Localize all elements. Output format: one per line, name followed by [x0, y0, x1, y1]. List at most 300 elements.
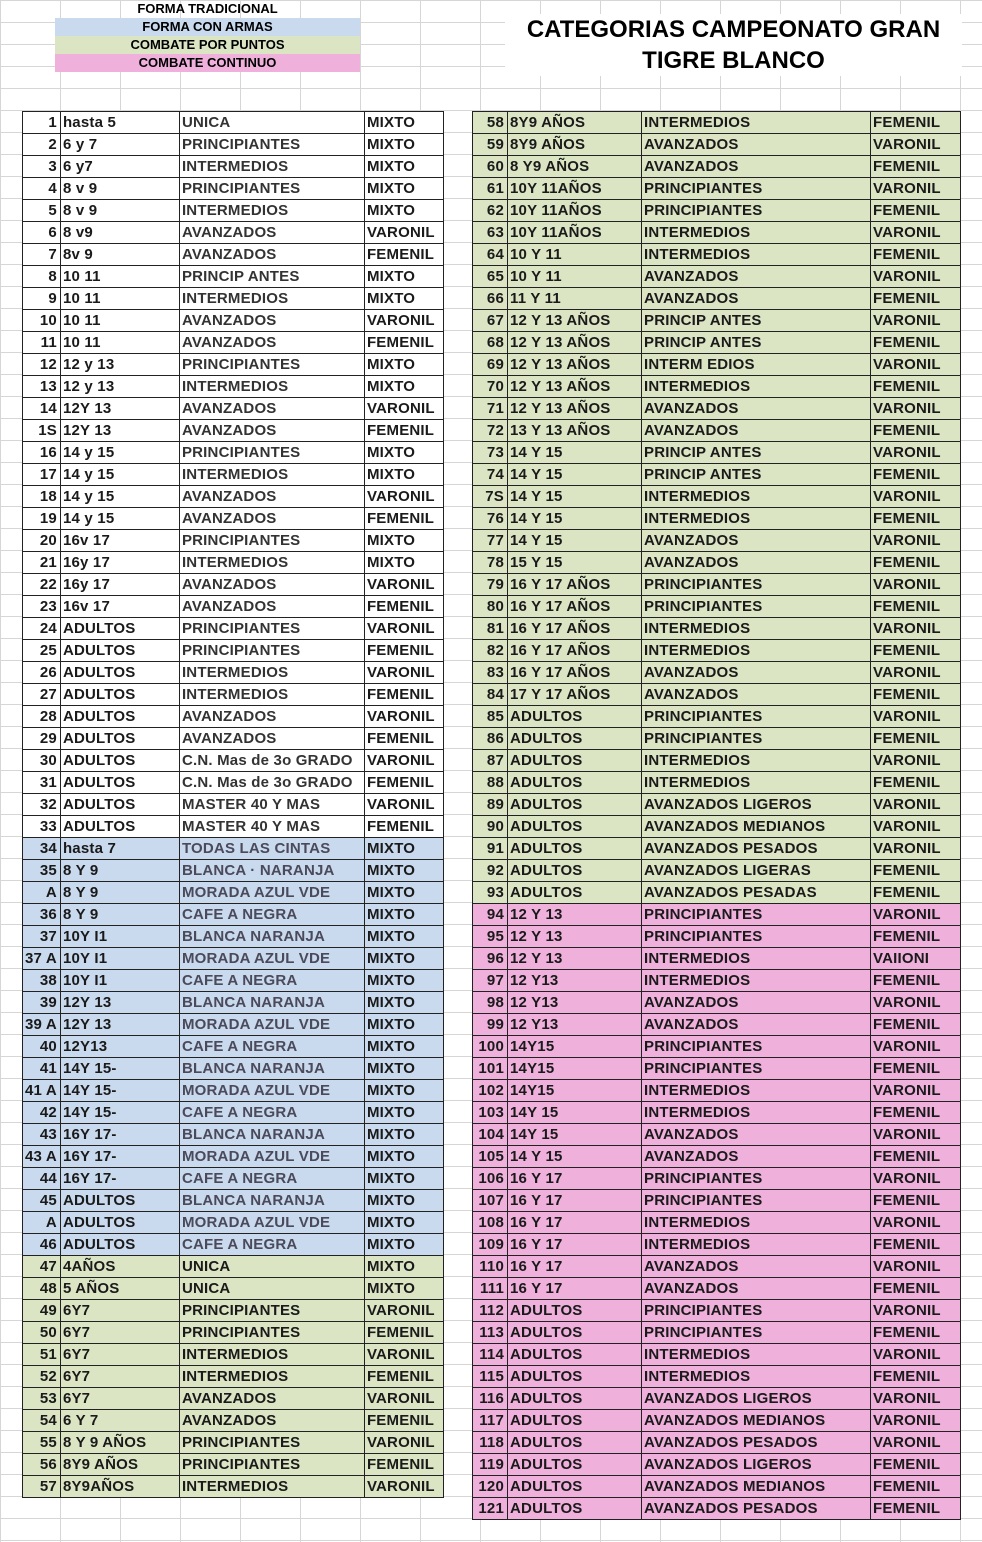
category-cell: AVANZADOS — [642, 156, 871, 178]
category-cell: PRINCIPIANTES — [179, 618, 364, 640]
age-group-cell: 10Y 11AÑOS — [508, 178, 642, 200]
category-cell: PRINCIPIANTES — [642, 1322, 871, 1344]
row-number-cell: 118 — [473, 1432, 508, 1454]
table-row — [473, 1476, 961, 1498]
gender-cell: FEMENIL — [871, 156, 961, 178]
gender-cell: VARONIL — [871, 1080, 961, 1102]
gender-cell: VARONIL — [871, 1410, 961, 1432]
gender-cell: FEMENIL — [871, 860, 961, 882]
age-group-cell: ADULTOS — [60, 1212, 179, 1234]
age-group-cell: 8v 9 — [60, 244, 179, 266]
gender-cell: FEMENIL — [871, 288, 961, 310]
category-cell: PRINCIP ANTES — [642, 442, 871, 464]
gender-cell: VARONIL — [364, 1300, 443, 1322]
row-number-cell: 73 — [473, 442, 508, 464]
age-group-cell: 12 Y 13 — [508, 904, 642, 926]
table-row — [23, 1256, 444, 1278]
age-group-cell: 8 Y 9 — [60, 882, 179, 904]
row-number-cell: 18 — [23, 486, 61, 508]
category-cell: AVANZADOS — [179, 420, 364, 442]
age-group-cell: ADULTOS — [60, 728, 179, 750]
table-row — [23, 1432, 444, 1454]
age-group-cell: 6Y7 — [60, 1300, 179, 1322]
row-number-cell: 64 — [473, 244, 508, 266]
category-cell: PRINCIPIANTES — [179, 134, 364, 156]
row-number-cell: 85 — [473, 706, 508, 728]
category-cell: AVANZADOS — [179, 244, 364, 266]
row-number-cell: 47 — [23, 1256, 61, 1278]
gender-cell: VARONIL — [871, 486, 961, 508]
row-number-cell: 49 — [23, 1300, 61, 1322]
table-row — [23, 1014, 444, 1036]
category-cell: AVANZADOS MEDIANOS — [642, 816, 871, 838]
age-group-cell: 8 Y9 AÑOS — [508, 156, 642, 178]
category-cell: PRINCIPIANTES — [179, 1454, 364, 1476]
table-row — [473, 1300, 961, 1322]
category-cell: PRINCIPIANTES — [179, 178, 364, 200]
category-cell: INTERMEDIOS — [642, 948, 871, 970]
category-cell: INTERMEDIOS — [179, 1344, 364, 1366]
table-row — [23, 1058, 444, 1080]
row-number-cell: 7 — [23, 244, 61, 266]
table-row — [23, 552, 444, 574]
age-group-cell: ADULTOS — [60, 1190, 179, 1212]
category-cell: PRINCIPIANTES — [642, 1058, 871, 1080]
table-row — [473, 706, 961, 728]
age-group-cell: ADULTOS — [60, 772, 179, 794]
gender-cell: VARONIL — [364, 618, 443, 640]
category-cell: AVANZADOS PESADAS — [642, 882, 871, 904]
age-group-cell: 14 Y 15 — [508, 530, 642, 552]
row-number-cell: 22 — [23, 574, 61, 596]
category-cell: AVANZADOS PESADOS — [642, 838, 871, 860]
table-row — [23, 464, 444, 486]
table-row — [473, 1432, 961, 1454]
row-number-cell: 44 — [23, 1168, 61, 1190]
age-group-cell: 14Y 15- — [60, 1102, 179, 1124]
category-cell: PRINCIPIANTES — [642, 1300, 871, 1322]
category-cell: INTERMEDIOS — [642, 618, 871, 640]
row-number-cell: 50 — [23, 1322, 61, 1344]
gender-cell: FEMENIL — [871, 1454, 961, 1476]
age-group-cell: 14 y 15 — [60, 464, 179, 486]
gender-cell: FEMENIL — [871, 244, 961, 266]
age-group-cell: 14 y 15 — [60, 486, 179, 508]
table-row — [23, 1344, 444, 1366]
row-number-cell: 88 — [473, 772, 508, 794]
category-cell: AVANZADOS — [179, 706, 364, 728]
table-row — [23, 1234, 444, 1256]
age-group-cell: ADULTOS — [508, 706, 642, 728]
age-group-cell: 16 Y 17 — [508, 1256, 642, 1278]
category-cell: PRINCIP ANTES — [179, 266, 364, 288]
categories-table-left — [22, 111, 444, 1498]
age-group-cell: 16 Y 17 — [508, 1234, 642, 1256]
gender-cell: MIXTO — [364, 1168, 443, 1190]
row-number-cell: 37 A — [23, 948, 61, 970]
gender-cell: MIXTO — [364, 178, 443, 200]
table-row — [23, 200, 444, 222]
row-number-cell: 9 — [23, 288, 61, 310]
gender-cell: VARONIL — [871, 1256, 961, 1278]
category-cell: INTERMEDIOS — [179, 156, 364, 178]
age-group-cell: hasta 7 — [60, 838, 179, 860]
age-group-cell: 14 Y 15 — [508, 1146, 642, 1168]
age-group-cell: ADULTOS — [508, 1322, 642, 1344]
age-group-cell: 17 Y 17 AÑOS — [508, 684, 642, 706]
gender-cell: VAIIONI — [871, 948, 961, 970]
age-group-cell: 16y 17 — [60, 552, 179, 574]
age-group-cell: 12 Y 13 AÑOS — [508, 354, 642, 376]
row-number-cell: 67 — [473, 310, 508, 332]
age-group-cell: 12 y 13 — [60, 354, 179, 376]
gender-cell: MIXTO — [364, 1212, 443, 1234]
gender-cell: FEMENIL — [364, 772, 443, 794]
table-row — [473, 618, 961, 640]
age-group-cell: 16 Y 17 — [508, 1278, 642, 1300]
gender-cell: VARONIL — [871, 1388, 961, 1410]
gender-cell: MIXTO — [364, 838, 443, 860]
table-row — [23, 1212, 444, 1234]
age-group-cell: 15 Y 15 — [508, 552, 642, 574]
table-row — [473, 464, 961, 486]
category-cell: PRINCIP ANTES — [642, 310, 871, 332]
gender-cell: MIXTO — [364, 882, 443, 904]
age-group-cell: 14Y15 — [508, 1080, 642, 1102]
table-row — [473, 1124, 961, 1146]
gender-cell: MIXTO — [364, 1080, 443, 1102]
table-row — [23, 288, 444, 310]
table-row — [473, 420, 961, 442]
age-group-cell: 10Y I1 — [60, 948, 179, 970]
age-group-cell: ADULTOS — [508, 838, 642, 860]
row-number-cell: 74 — [473, 464, 508, 486]
row-number-cell: 65 — [473, 266, 508, 288]
row-number-cell: 106 — [473, 1168, 508, 1190]
gender-cell: VARONIL — [871, 618, 961, 640]
row-number-cell: 117 — [473, 1410, 508, 1432]
age-group-cell: 6 Y 7 — [60, 1410, 179, 1432]
gender-cell: MIXTO — [364, 1278, 443, 1300]
gender-cell: FEMENIL — [871, 464, 961, 486]
category-cell: INTERMEDIOS — [642, 1212, 871, 1234]
gender-cell: VARONIL — [364, 398, 443, 420]
table-row — [23, 1190, 444, 1212]
categories-table-right — [472, 111, 961, 1520]
category-cell: AVANZADOS — [642, 1124, 871, 1146]
row-number-cell: 95 — [473, 926, 508, 948]
table-row — [473, 684, 961, 706]
table-row — [473, 860, 961, 882]
age-group-cell: 14Y15 — [508, 1036, 642, 1058]
age-group-cell: ADULTOS — [508, 1410, 642, 1432]
row-number-cell: 35 — [23, 860, 61, 882]
table-row — [473, 442, 961, 464]
category-cell: AVANZADOS PESADOS — [642, 1498, 871, 1520]
row-number-cell: 37 — [23, 926, 61, 948]
age-group-cell: ADULTOS — [60, 794, 179, 816]
age-group-cell: 10Y I1 — [60, 970, 179, 992]
category-cell: AVANZADOS — [642, 1146, 871, 1168]
age-group-cell: 12 Y 13 AÑOS — [508, 332, 642, 354]
category-cell: AVANZADOS — [642, 134, 871, 156]
row-number-cell: 79 — [473, 574, 508, 596]
gender-cell: FEMENIL — [871, 1366, 961, 1388]
row-number-cell: 107 — [473, 1190, 508, 1212]
age-group-cell: 14Y 15 — [508, 1102, 642, 1124]
age-group-cell: 12 Y13 — [508, 970, 642, 992]
row-number-cell: 25 — [23, 640, 61, 662]
category-cell: AVANZADOS — [642, 288, 871, 310]
table-row — [473, 1058, 961, 1080]
row-number-cell: 30 — [23, 750, 61, 772]
gender-cell: VARONIL — [871, 904, 961, 926]
age-group-cell: 14 Y 15 — [508, 486, 642, 508]
row-number-cell: 19 — [23, 508, 61, 530]
row-number-cell: 28 — [23, 706, 61, 728]
gender-cell: MIXTO — [364, 464, 443, 486]
table-row — [473, 750, 961, 772]
row-number-cell: 43 — [23, 1124, 61, 1146]
table-row — [473, 970, 961, 992]
gender-cell: VARONIL — [871, 1432, 961, 1454]
age-group-cell: ADULTOS — [508, 728, 642, 750]
row-number-cell: 62 — [473, 200, 508, 222]
category-cell: INTERMEDIOS — [642, 1080, 871, 1102]
gender-cell: FEMENIL — [871, 882, 961, 904]
age-group-cell: 12Y13 — [60, 1036, 179, 1058]
row-number-cell: 51 — [23, 1344, 61, 1366]
category-cell: AVANZADOS — [642, 398, 871, 420]
row-number-cell: 109 — [473, 1234, 508, 1256]
gender-cell: VARONIL — [364, 1388, 443, 1410]
row-number-cell: 71 — [473, 398, 508, 420]
category-cell: PRINCIPIANTES — [642, 574, 871, 596]
gender-cell: FEMENIL — [364, 640, 443, 662]
table-row — [23, 1322, 444, 1344]
row-number-cell: 43 A — [23, 1146, 61, 1168]
row-number-cell: 55 — [23, 1432, 61, 1454]
category-cell: CAFE A NEGRA — [179, 1234, 364, 1256]
age-group-cell: 12Y 13 — [60, 398, 179, 420]
category-cell: INTERMEDIOS — [642, 772, 871, 794]
row-number-cell: 114 — [473, 1344, 508, 1366]
category-cell: INTERMEDIOS — [642, 508, 871, 530]
gender-cell: VARONIL — [871, 706, 961, 728]
age-group-cell: 14Y15 — [508, 1058, 642, 1080]
category-cell: PRINCIPIANTES — [642, 728, 871, 750]
table-row — [23, 134, 444, 156]
row-number-cell: 11 — [23, 332, 61, 354]
table-row — [23, 420, 444, 442]
age-group-cell: hasta 5 — [60, 112, 179, 134]
row-number-cell: A — [23, 882, 61, 904]
row-number-cell: 82 — [473, 640, 508, 662]
table-row — [473, 244, 961, 266]
row-number-cell: 2 — [23, 134, 61, 156]
gender-cell: VARONIL — [871, 266, 961, 288]
table-row — [473, 200, 961, 222]
category-cell: INTERMEDIOS — [642, 750, 871, 772]
category-cell: BLANCA NARANJA — [179, 1190, 364, 1212]
gender-cell: FEMENIL — [871, 1476, 961, 1498]
category-cell: AVANZADOS — [642, 662, 871, 684]
age-group-cell: 4AÑOS — [60, 1256, 179, 1278]
row-number-cell: 39 A — [23, 1014, 61, 1036]
row-number-cell: 105 — [473, 1146, 508, 1168]
age-group-cell: ADULTOS — [508, 1344, 642, 1366]
row-number-cell: 7S — [473, 486, 508, 508]
row-number-cell: 58 — [473, 112, 508, 134]
age-group-cell: 12Y 13 — [60, 1014, 179, 1036]
gender-cell: FEMENIL — [871, 1014, 961, 1036]
category-cell: PRINCIPIANTES — [642, 178, 871, 200]
table-row — [473, 1454, 961, 1476]
gender-cell: FEMENIL — [871, 772, 961, 794]
age-group-cell: 6Y7 — [60, 1388, 179, 1410]
age-group-cell: 10 11 — [60, 310, 179, 332]
gender-cell: VARONIL — [871, 222, 961, 244]
gender-cell: FEMENIL — [871, 970, 961, 992]
gender-cell: VARONIL — [364, 1476, 443, 1498]
category-cell: UNICA — [179, 1278, 364, 1300]
table-row — [473, 552, 961, 574]
row-number-cell: 66 — [473, 288, 508, 310]
table-row — [473, 288, 961, 310]
category-cell: MORADA AZUL VDE — [179, 948, 364, 970]
age-group-cell: ADULTOS — [60, 816, 179, 838]
gender-cell: MIXTO — [364, 970, 443, 992]
legend-combate-continuo: COMBATE CONTINUO — [55, 54, 360, 72]
table-row — [23, 376, 444, 398]
row-number-cell: 26 — [23, 662, 61, 684]
category-cell: AVANZADOS MEDIANOS — [642, 1476, 871, 1498]
gender-cell: MIXTO — [364, 904, 443, 926]
gender-cell: MIXTO — [364, 1036, 443, 1058]
category-cell: MORADA AZUL VDE — [179, 1212, 364, 1234]
gender-cell: MIXTO — [364, 948, 443, 970]
age-group-cell: ADULTOS — [508, 1454, 642, 1476]
row-number-cell: 6 — [23, 222, 61, 244]
age-group-cell: 16 Y 17 AÑOS — [508, 596, 642, 618]
gender-cell: FEMENIL — [871, 926, 961, 948]
row-number-cell: 61 — [473, 178, 508, 200]
row-number-cell: 113 — [473, 1322, 508, 1344]
gender-cell: FEMENIL — [364, 420, 443, 442]
table-row — [23, 1102, 444, 1124]
category-cell: AVANZADOS LIGEROS — [642, 1388, 871, 1410]
table-row — [473, 156, 961, 178]
category-cell: INTERM EDIOS — [642, 354, 871, 376]
row-number-cell: 16 — [23, 442, 61, 464]
row-number-cell: 80 — [473, 596, 508, 618]
gender-cell: FEMENIL — [871, 1190, 961, 1212]
age-group-cell: 8Y9AÑOS — [60, 1476, 179, 1498]
category-cell: AVANZADOS — [642, 552, 871, 574]
age-group-cell: 16 Y 17 AÑOS — [508, 574, 642, 596]
gender-cell: VARONIL — [364, 662, 443, 684]
table-row — [23, 1454, 444, 1476]
table-row — [473, 178, 961, 200]
table-row — [23, 1476, 444, 1498]
table-row — [473, 332, 961, 354]
age-group-cell: 5 AÑOS — [60, 1278, 179, 1300]
age-group-cell: 12 Y13 — [508, 992, 642, 1014]
age-group-cell: 6Y7 — [60, 1344, 179, 1366]
row-number-cell: 29 — [23, 728, 61, 750]
row-number-cell: 119 — [473, 1454, 508, 1476]
category-cell: INTERMEDIOS — [642, 640, 871, 662]
age-group-cell: 10 11 — [60, 332, 179, 354]
gender-cell: FEMENIL — [364, 1410, 443, 1432]
age-group-cell: 14Y 15- — [60, 1058, 179, 1080]
age-group-cell: 12 Y 13 AÑOS — [508, 376, 642, 398]
row-number-cell: 38 — [23, 970, 61, 992]
gender-cell: VARONIL — [871, 838, 961, 860]
category-cell: AVANZADOS — [179, 222, 364, 244]
table-row — [23, 530, 444, 552]
age-group-cell: ADULTOS — [60, 706, 179, 728]
table-row — [23, 1168, 444, 1190]
row-number-cell: 8 — [23, 266, 61, 288]
gender-cell: FEMENIL — [871, 376, 961, 398]
row-number-cell: 4 — [23, 178, 61, 200]
table-row — [23, 1080, 444, 1102]
age-group-cell: 8Y9 AÑOS — [508, 134, 642, 156]
row-number-cell: 91 — [473, 838, 508, 860]
age-group-cell: 14 Y 15 — [508, 464, 642, 486]
category-cell: INTERMEDIOS — [179, 552, 364, 574]
category-cell: INTERMEDIOS — [179, 200, 364, 222]
category-cell: AVANZADOS LIGERAS — [642, 860, 871, 882]
table-row — [23, 1366, 444, 1388]
gender-cell: FEMENIL — [364, 684, 443, 706]
category-cell: AVANZADOS — [642, 992, 871, 1014]
age-group-cell: 16Y 17- — [60, 1168, 179, 1190]
row-number-cell: 5 — [23, 200, 61, 222]
age-group-cell: 11 Y 11 — [508, 288, 642, 310]
category-cell: PRINCIPIANTES — [642, 1190, 871, 1212]
row-number-cell: 24 — [23, 618, 61, 640]
table-row — [23, 222, 444, 244]
age-group-cell: 8Y9 AÑOS — [60, 1454, 179, 1476]
table-row — [473, 992, 961, 1014]
table-row — [473, 816, 961, 838]
gender-cell: VARONIL — [364, 310, 443, 332]
gender-cell: FEMENIL — [364, 332, 443, 354]
table-row — [23, 1300, 444, 1322]
gender-cell: MIXTO — [364, 1124, 443, 1146]
table-row — [23, 640, 444, 662]
table-row — [23, 618, 444, 640]
gender-cell: VARONIL — [871, 442, 961, 464]
row-number-cell: 1S — [23, 420, 61, 442]
gender-cell: FEMENIL — [871, 1322, 961, 1344]
category-cell: CAFE A NEGRA — [179, 1102, 364, 1124]
table-row — [473, 1190, 961, 1212]
row-number-cell: 14 — [23, 398, 61, 420]
table-row — [23, 156, 444, 178]
category-cell: BLANCA NARANJA — [179, 926, 364, 948]
row-number-cell: 93 — [473, 882, 508, 904]
row-number-cell: 69 — [473, 354, 508, 376]
table-row — [473, 486, 961, 508]
table-row — [23, 706, 444, 728]
category-cell: CAFE A NEGRA — [179, 970, 364, 992]
gender-cell: FEMENIL — [871, 684, 961, 706]
age-group-cell: 12 Y13 — [508, 1014, 642, 1036]
category-cell: AVANZADOS — [642, 1014, 871, 1036]
